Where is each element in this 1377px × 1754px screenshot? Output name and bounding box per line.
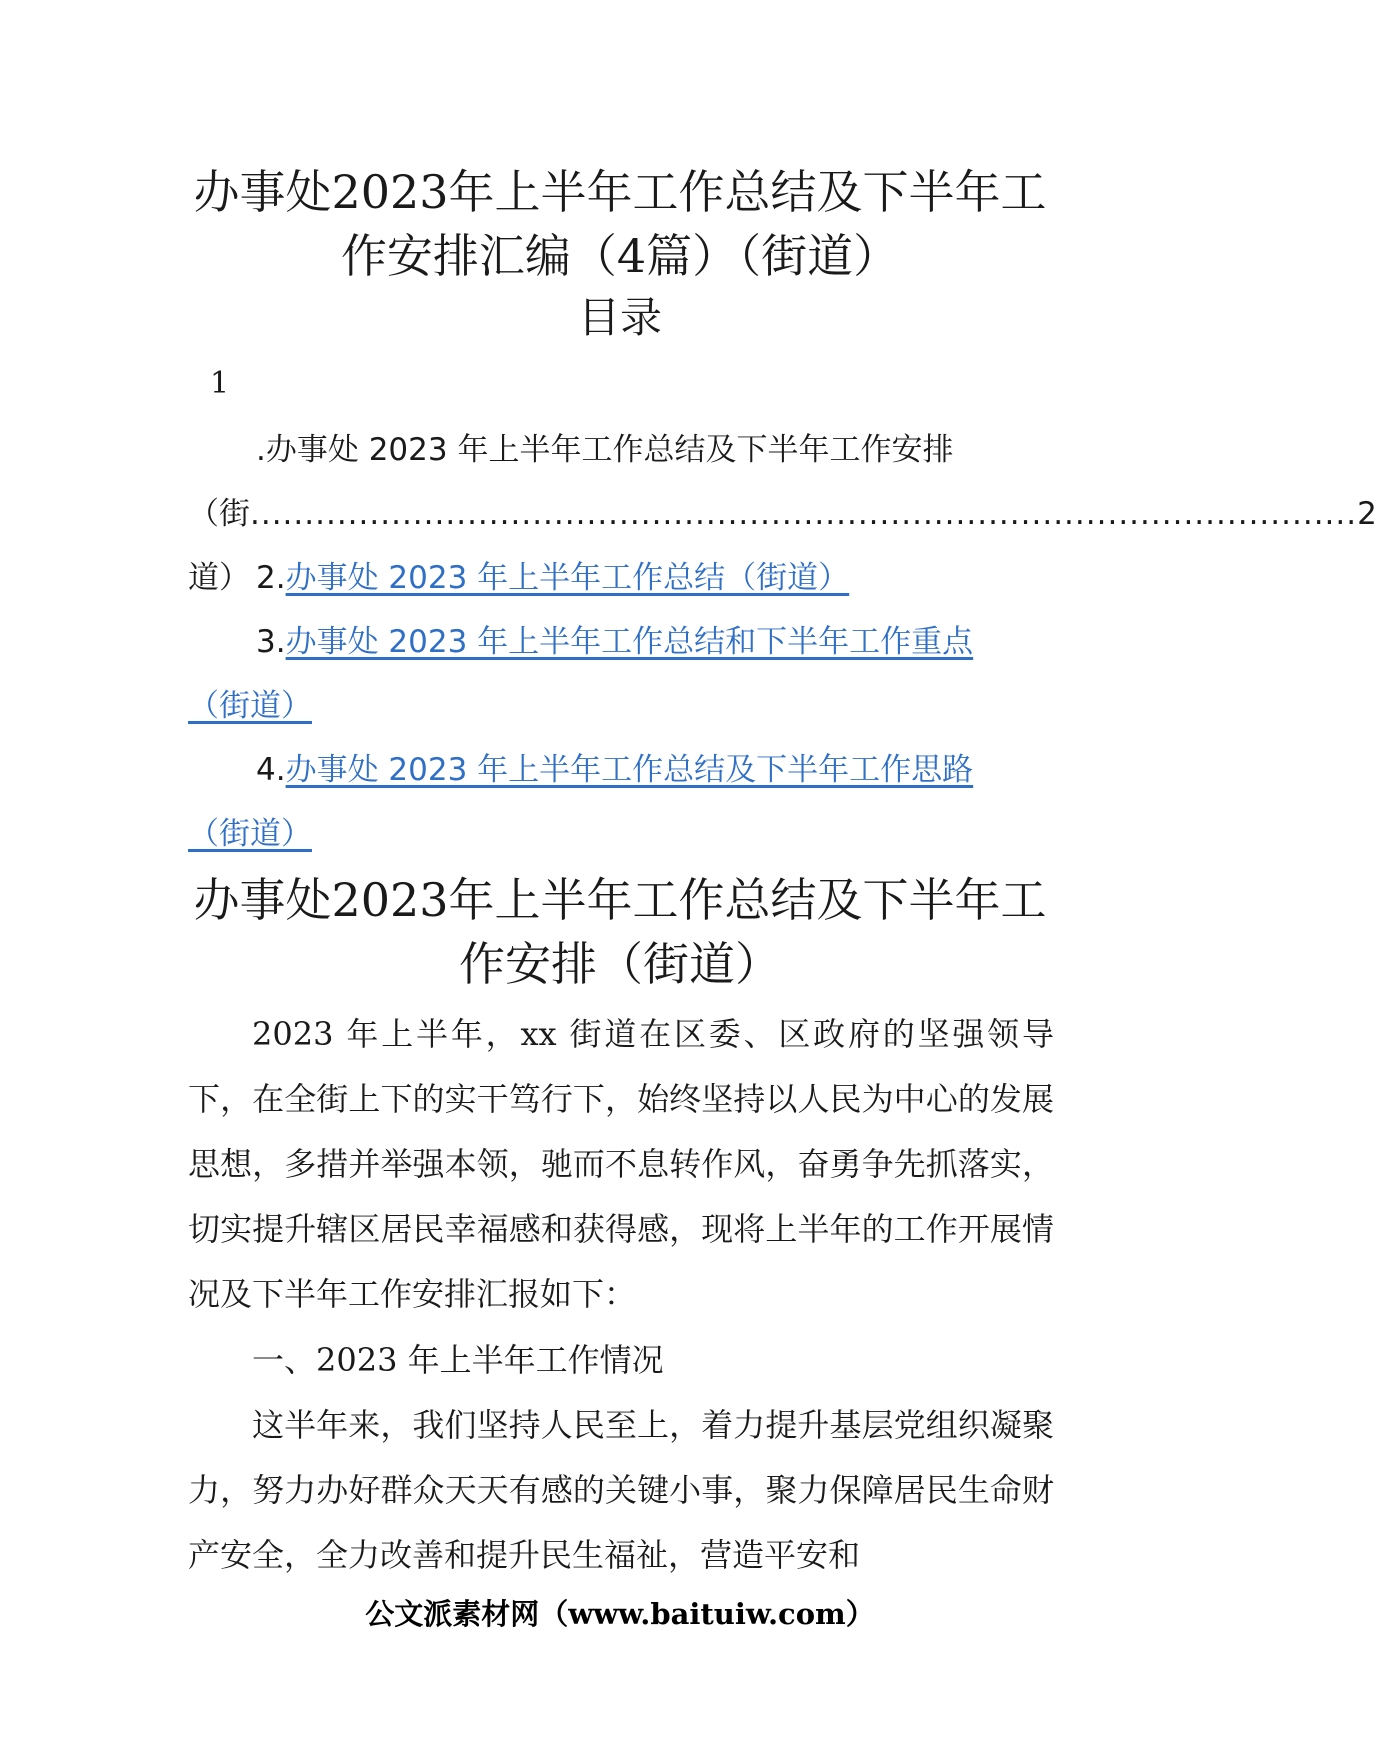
toc-item-1-label: （街道） xyxy=(188,496,250,596)
toc-number: 1 xyxy=(210,366,230,401)
title-text: 年上半年工作总结及下半年工 xyxy=(448,873,1047,927)
toc-item-number: 2. xyxy=(256,560,286,596)
toc-item-2 xyxy=(188,546,1054,610)
toc-link-2[interactable]: 办事处 2023 年上半年工作总结（街道） xyxy=(285,560,850,596)
subheading-text: 年上半年工作情况 xyxy=(397,1341,664,1379)
body-paragraph-1 xyxy=(188,1002,1054,1327)
toc-item-number: 3. xyxy=(256,624,286,660)
section-title-line-1 xyxy=(180,868,1060,932)
subheading-number: 一、 xyxy=(252,1341,317,1379)
section-title xyxy=(180,868,1060,996)
toc-link-3[interactable]: 办事处 2023 年上半年工作总结和下半年工作重点 xyxy=(285,624,974,660)
toc-link-4-cont[interactable]: （街道） xyxy=(188,816,312,852)
toc-item-1-line-1 xyxy=(188,418,1054,482)
title-year: 2023 xyxy=(331,873,449,927)
toc-page-number: 2 xyxy=(1357,496,1377,532)
title-text: 作安排汇编（ xyxy=(340,229,617,283)
title-text: 办事处 xyxy=(193,873,332,927)
toc-link-4[interactable]: 办事处 2023 年上半年工作总结及下半年工作思路 xyxy=(285,752,974,788)
document-title-line-2 xyxy=(180,224,1060,288)
paragraph-text: 年上半年， xyxy=(333,1015,521,1053)
subheading-year: 2023 xyxy=(316,1341,398,1379)
section-title-line-2: 作安排（街道） xyxy=(459,937,781,991)
toc-leader-dots: ...................................................................................................... xyxy=(250,496,1358,532)
document-title xyxy=(180,160,1060,288)
toc-item-1-text: .办事处 2023 年上半年工作总结及下半年工作安排 xyxy=(256,432,954,468)
paragraph-year: 2023 xyxy=(252,1015,334,1053)
body-paragraph-2: 这半年来，我们坚持人民至上，着力提升基层党组织凝聚力，努力办好群众天天有感的关键小事，聚力保障居民生命财产安全，全力改善和提升民生福祉，营造平安和 xyxy=(188,1406,1054,1574)
toc-link-3-cont[interactable]: （街道） xyxy=(188,688,312,724)
toc-item-3 xyxy=(188,610,1054,738)
title-text: 年上半年工作总结及下半年工 xyxy=(448,165,1047,219)
title-year: 2023 xyxy=(331,165,449,219)
paragraph-placeholder: xx xyxy=(520,1015,557,1053)
document-title-line-1 xyxy=(180,160,1060,224)
title-count: 4 xyxy=(616,229,647,283)
toc-heading: 目录 xyxy=(577,293,662,342)
toc-item-4 xyxy=(188,738,1054,866)
title-text: 篇）（街道） xyxy=(646,229,900,283)
page-footer: 公文派素材网（www.baituiw.com） xyxy=(365,1597,875,1631)
title-text: 办事处 xyxy=(193,165,332,219)
subheading-1 xyxy=(188,1328,1054,1393)
paragraph-text: 街道在区委、区政府的坚强领导下，在全街上下的实干笃行下，始终坚持以人民为中心的发展思想，多措并举强本领，驰而不息转作风，奋勇争先抓落实，切实提升辖区居民幸福感和获得感，现将上半年的工作开展情况及下半年工作安排汇报如下： xyxy=(188,1015,1054,1313)
toc-item-number: 4. xyxy=(256,752,286,788)
